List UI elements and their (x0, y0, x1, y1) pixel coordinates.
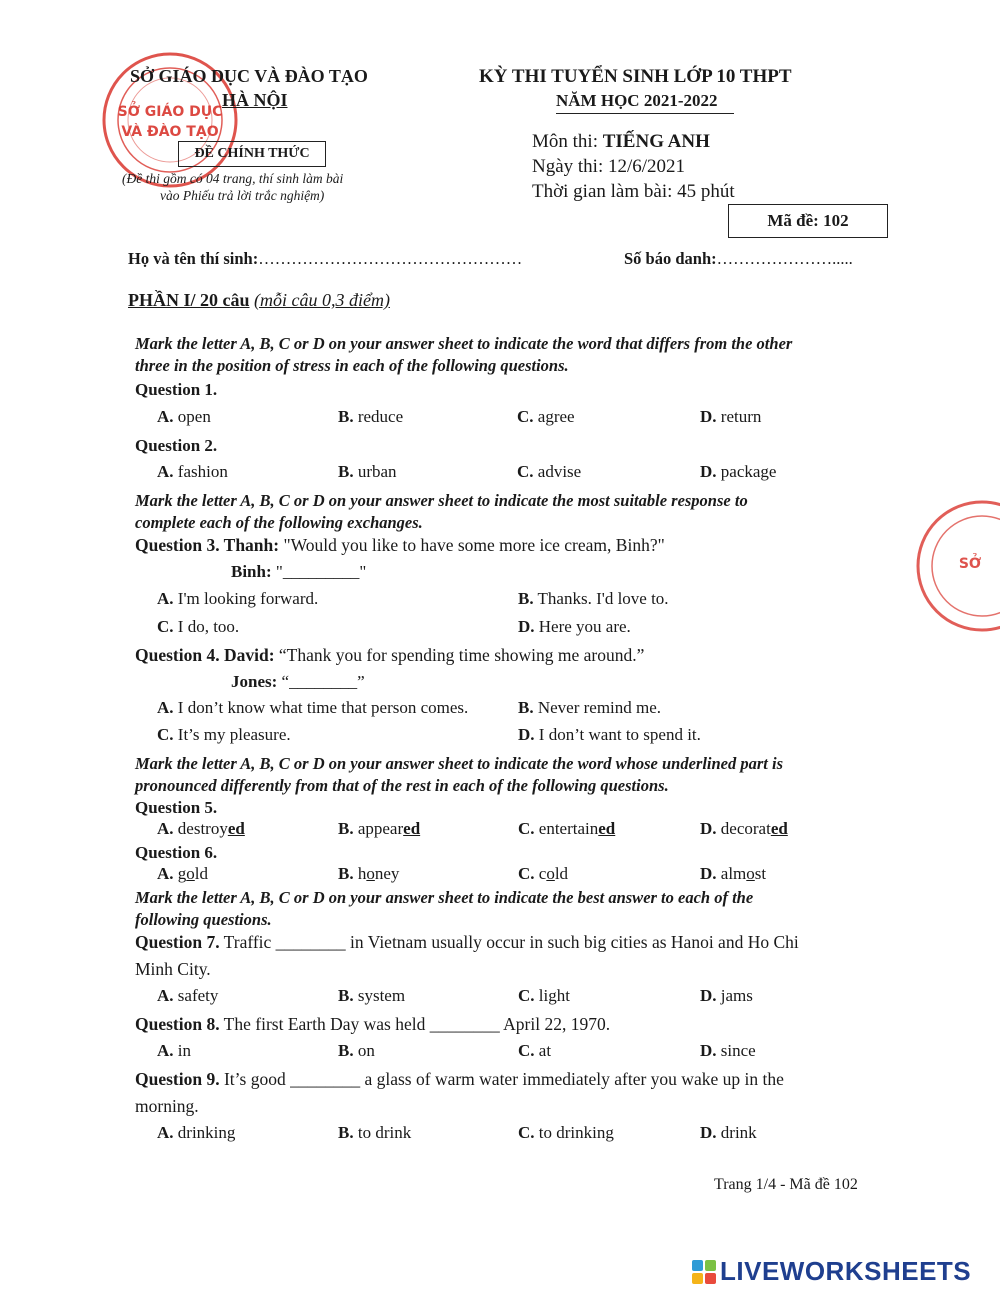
q7-option-d[interactable]: D. jams (700, 986, 753, 1005)
question-4 (135, 645, 644, 666)
liveworksheets-text: LIVEWORKSHEETS (720, 1256, 972, 1286)
question-8 (135, 1014, 610, 1035)
subject-value: TIẾNG ANH (602, 131, 710, 152)
q6-option-b[interactable]: B. honey (338, 864, 400, 883)
title-underline (556, 113, 734, 114)
stamp-text-1: SỞ GIÁO DỤC (117, 104, 223, 120)
question-4-prompt: “Thank you for spending time showing me around.” (278, 645, 645, 665)
department-name: SỞ GIÁO DỤC VÀ ĐÀO TẠO (130, 66, 368, 86)
question-2-label: Question 2. (135, 436, 218, 455)
candidate-name-label: Họ và tên thí sinh: (128, 249, 259, 268)
q3-option-d[interactable]: D. Here you are. (518, 617, 631, 636)
question-8-label: Question 8. (135, 1014, 220, 1034)
q7-option-c[interactable]: C. light (518, 986, 570, 1005)
q8-option-c[interactable]: C. at (518, 1041, 552, 1060)
q9-option-d[interactable]: D. drink (700, 1123, 757, 1142)
q2-option-b[interactable]: B. urban (338, 462, 397, 481)
question-3-reply: Binh: "_________" (231, 562, 367, 581)
question-4-label: Question 4. David: (135, 645, 275, 665)
liveworksheets-icon (692, 1260, 716, 1284)
subject-line (532, 131, 710, 153)
question-7-text-1: Traffic ________ in Vietnam usually occur in such big cities as Hanoi and Ho Chi (223, 932, 799, 952)
instruction-stress-1: Mark the letter A, B, C or D on your answer sheet to indicate the word that differs from the other (135, 334, 793, 353)
question-3-prompt: "Would you like to have some more ice cream, Binh?" (283, 535, 665, 555)
question-3 (135, 535, 665, 556)
candidate-id-label: Số báo danh: (624, 249, 717, 268)
question-9 (135, 1069, 784, 1090)
q5-option-b[interactable]: B. appeared (338, 819, 421, 838)
question-7-label: Question 7. (135, 932, 220, 952)
instruction-best-1: Mark the letter A, B, C or D on your answer sheet to indicate the best answer to each of the (135, 888, 754, 907)
q9-option-c[interactable]: C. to drinking (518, 1123, 614, 1142)
stamp-text-2: VÀ ĐÀO TẠO (121, 124, 219, 140)
exam-date: Ngày thi: 12/6/2021 (532, 156, 686, 177)
instruction-pron-2: pronounced differently from that of the rest in each of the following questions. (135, 776, 669, 795)
school-year: NĂM HỌC 2021-2022 (556, 91, 718, 110)
question-9-label: Question 9. (135, 1069, 220, 1089)
q8-option-b[interactable]: B. on (338, 1041, 375, 1060)
q4-option-c[interactable]: C. It’s my pleasure. (157, 725, 291, 744)
official-exam-box: ĐỀ CHÍNH THỨC (178, 141, 326, 167)
q4-option-d[interactable]: D. I don’t want to spend it. (518, 725, 701, 744)
q2-option-d[interactable]: D. package (700, 462, 777, 481)
q3-option-a[interactable]: A. I'm looking forward. (157, 589, 319, 608)
q6-option-a[interactable]: A. gold (157, 864, 209, 883)
exam-duration: Thời gian làm bài: 45 phút (532, 181, 735, 202)
q7-option-a[interactable]: A. safety (157, 986, 219, 1005)
question-1-label: Question 1. (135, 380, 218, 399)
q1-option-a[interactable]: A. open (157, 407, 211, 426)
candidate-name-line (128, 249, 522, 269)
side-stamp-text: SỞ (958, 556, 982, 572)
exam-note-line-1: (Đề thi gồm có 04 trang, thí sinh làm bài (122, 171, 344, 186)
candidate-id-line (624, 249, 853, 269)
q9-option-b[interactable]: B. to drink (338, 1123, 412, 1142)
instruction-best-2: following questions. (135, 910, 272, 929)
liveworksheets-logo[interactable] (692, 1256, 971, 1287)
part-heading (128, 290, 390, 311)
department-city: HÀ NỘI (222, 90, 288, 110)
q1-option-b[interactable]: B. reduce (338, 407, 404, 426)
q6-option-c[interactable]: C. cold (518, 864, 569, 883)
side-red-stamp (910, 496, 1000, 636)
question-5-label: Question 5. (135, 798, 218, 817)
candidate-name-dots: ………………………………………… (258, 249, 523, 268)
page-footer: Trang 1/4 - Mã đề 102 (714, 1176, 858, 1193)
q3-option-b[interactable]: B. Thanks. I'd love to. (518, 589, 669, 608)
instruction-exchange-1: Mark the letter A, B, C or D on your answer sheet to indicate the most suitable response to (135, 491, 748, 510)
q1-option-c[interactable]: C. agree (517, 407, 575, 426)
question-3-label: Question 3. Thanh: (135, 535, 280, 555)
instruction-pron-1: Mark the letter A, B, C or D on your answer sheet to indicate the word whose underlined part is (135, 754, 784, 773)
question-8-text: The first Earth Day was held ________ April 22, 1970. (223, 1014, 611, 1034)
candidate-id-dots: …………………..... (716, 249, 853, 268)
q1-option-d[interactable]: D. return (700, 407, 762, 426)
question-4-reply: Jones: “________” (231, 672, 365, 691)
q2-option-c[interactable]: C. advise (517, 462, 582, 481)
exam-note-line-2: vào Phiếu trả lời trắc nghiệm) (160, 188, 325, 203)
q5-option-d[interactable]: D. decorated (700, 819, 788, 838)
exam-code-box: Mã đề: 102 (728, 204, 888, 238)
question-7 (135, 932, 799, 953)
subject-label: Môn thi: (532, 131, 598, 152)
part-note: (mỗi câu 0,3 điểm) (254, 290, 390, 310)
question-6-label: Question 6. (135, 843, 218, 862)
q9-option-a[interactable]: A. drinking (157, 1123, 236, 1142)
question-9-text-2: morning. (135, 1096, 199, 1116)
q5-option-a[interactable]: A. destroyed (157, 819, 245, 838)
q8-option-a[interactable]: A. in (157, 1041, 192, 1060)
instruction-exchange-2: complete each of the following exchanges. (135, 513, 423, 532)
q2-option-a[interactable]: A. fashion (157, 462, 228, 481)
q3-option-c[interactable]: C. I do, too. (157, 617, 240, 636)
q8-option-d[interactable]: D. since (700, 1041, 756, 1060)
exam-title: KỲ THI TUYỂN SINH LỚP 10 THPT (479, 66, 792, 87)
q4-option-a[interactable]: A. I don’t know what time that person comes. (157, 698, 469, 717)
q7-option-b[interactable]: B. system (338, 986, 406, 1005)
q6-option-d[interactable]: D. almost (700, 864, 767, 883)
question-7-text-2: Minh City. (135, 959, 211, 979)
q4-option-b[interactable]: B. Never remind me. (518, 698, 662, 717)
instruction-stress-2: three in the position of stress in each of the following questions. (135, 356, 569, 375)
question-9-text-1: It’s good ________ a glass of warm water immediately after you wake up in the (223, 1069, 784, 1089)
part-title: PHẦN I/ 20 câu (128, 290, 250, 310)
q5-option-c[interactable]: C. entertained (518, 819, 616, 838)
